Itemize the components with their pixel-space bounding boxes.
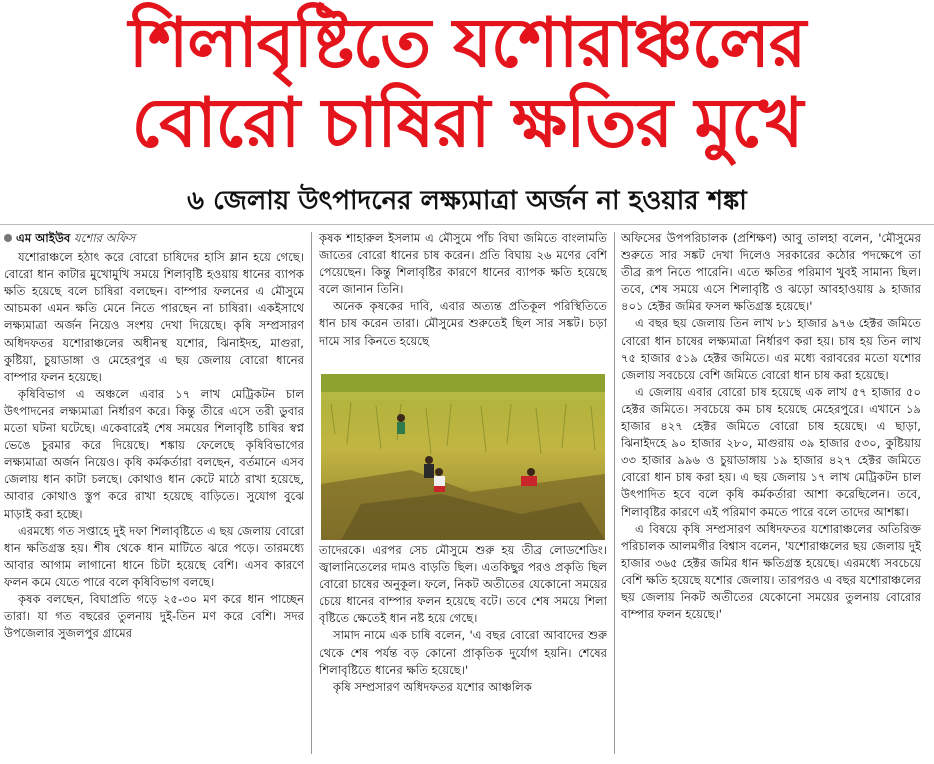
farmer-figure bbox=[397, 414, 405, 434]
header-rule bbox=[0, 224, 934, 225]
paragraph: এরমধ্যে গত সপ্তাহে দুই দফা শিলাবৃষ্টিতে এ ছয় জেলায় বোরো ধান ক্ষতিগ্রস্ত হয়। শীষ থেকে ধান মাটিতে ঝরে পড়ে। তারমধ্যে আবার আগাম লাগানো ধানে চিটা হয়েছে বেশি। এসব কারণে ফলন কমে যেতে পারে বলে কৃষিবিভাগ বলছে। bbox=[4, 523, 304, 589]
paragraph: কৃষি সম্প্রসারণ অধিদফতর যশোর আঞ্চলিক bbox=[333, 679, 532, 694]
paddy-field-harvest-photo bbox=[321, 374, 605, 540]
byline-office: যশোর অফিস bbox=[74, 231, 136, 245]
column-2 bbox=[319, 230, 607, 760]
paragraph: যশোরাঞ্চলে হঠাৎ করে বোরো চাষিদের হাসি ম্লান হয়ে গেছে। বোরো ধান কাটার মুখোমুখি সময়ে শিলাবৃষ্টি হওয়ায় ধানের ব্যাপক ক্ষতি হয়েছে বলে চাষিরা বলছেন। বাম্পার ফলনের এ মৌসুমে আচমকা এমন ক্ষতি মেনে নিতে পারছেন না চাষিরা। একইসাথে লক্ষ্যমাত্রা অর্জন নিয়েও সংশয় দেখা দিয়েছে। কৃষি সম্প্রসারণ অধিদফতর যশোরাঞ্চলের অধীনস্থ যশোর, ঝিনাইদহ, মাগুরা, কুষ্টিয়া, চুয়াডাঙ্গা ও মেহেরপুর এ ছয় জেলায় বোরো ধানের বাম্পার ফলন হয়েছে। bbox=[4, 250, 304, 384]
byline-bullet-icon bbox=[4, 234, 12, 242]
farmer-figure bbox=[424, 456, 434, 478]
paragraph: অফিসের উপপরিচালক (প্রশিক্ষণ) আবু তালহা বলেন, 'মৌসুমের শুরুতে সার সঙ্কট দেখা দিলেও সরকারের কঠোর পদক্ষেপে তা তীব্র রূপ নিতে পারেনি। এতে ক্ষতির পরিমাণ খুবই সামান্য ছিল। তবে, শেষ সময়ে এসে শিলাবৃষ্টি ও ঝড়ো আবহাওয়ায় ৯ হাজার ৪০১ হেক্টর জমির ফসল ক্ষতিগ্রস্ত হয়েছে।' bbox=[621, 231, 921, 314]
column-1 bbox=[4, 230, 304, 760]
column-divider bbox=[311, 232, 312, 754]
column-divider bbox=[614, 232, 615, 754]
paddy-field-illustration bbox=[321, 374, 605, 540]
byline bbox=[4, 230, 304, 247]
paragraph: এ বিষয়ে কৃষি সম্প্রসারণ অধিদফতর যশোরাঞ্চলের অতিরিক্ত পরিচালক আলমগীর বিশ্বাস বলেন, 'যশোরাঞ্চলের ছয় জেলায় দুই হাজার ৩৬৫ হেক্টর জমির ধান ক্ষতিগ্রস্ত হয়েছে। এরমধ্যে সবচেয়ে বেশি ক্ষতি হয়েছে যশোর জেলায়। তারপরও এ বছর যশোরাঞ্চলের ছয় জেলায় নিকট অতীতের যেকোনো সময়ের তুলনায় বোরোর বাম্পার ফলন হয়েছে।' bbox=[621, 521, 921, 622]
paragraph: কৃষক বলছেন, বিঘাপ্রতি গড়ে ২৫-৩০ মণ করে ধান পাচ্ছেন তারা। যা গত বছরের তুলনায় দুই-তিন মণ করে বেশি। সদর উপজেলার সুজলপুর গ্রামের bbox=[4, 591, 304, 641]
paragraph: অনেক কৃষকের দাবি, এবার অত্যন্ত প্রতিকূল পরিস্থিতিতে ধান চাষ করেন তারা। মৌসুমের শুরুতেই ছিল সার সঙ্কট। চড়া দামে সার কিনতে হয়েছে bbox=[319, 299, 607, 348]
byline-name: এম আইউব bbox=[16, 231, 71, 245]
column-3 bbox=[621, 230, 921, 760]
paragraph: এ বছর ছয় জেলায় তিন লাখ ৮১ হাজার ৯৭৬ হেক্টর জমিতে বোরো ধান চাষের লক্ষ্যমাত্রা নির্ধারণ করা হয়। চাষ হয় তিন লাখ ৭৫ হাজার ৫১৯ হেক্টর জমিতে। এর মধ্যে বরাবরের মতো যশোর জেলায় সবচেয়ে বেশি জমিতে বোরো ধান চাষ করা হয়েছে। bbox=[621, 316, 921, 382]
headline-line-2: বোরো চাষিরা ক্ষতির মুখে bbox=[131, 84, 803, 163]
headline-line-1: শিলাবৃষ্টিতে যশোরাঞ্চলের bbox=[128, 4, 806, 83]
column-2-bottom bbox=[319, 542, 607, 696]
paragraph: সামাদ নামে এক চাষি বলেন, 'এ বছর বোরো আবাদের শুরু থেকে শেষ পর্যন্ত বড় কোনো প্রাকৃতিক দুর্যোগ হয়নি। শেষের শিলাবৃষ্টিতে ধানের ক্ষতি হয়েছে।' bbox=[319, 628, 607, 677]
paragraph: কৃষিবিভাগ এ অঞ্চলে এবার ১৭ লাখ মেট্রিকটন চাল উৎপাদনের লক্ষ্যমাত্রা নির্ধারণ করে। কিন্তু তীরে এসে তরী ডুবার মতো ঘটনা ঘটেছে। একেবারেই শেষ সময়ের শিলাবৃষ্টি চাষির স্বপ্ন ভেঙে চুরমার করে দিয়েছে। শঙ্কায় ফেলেছে কৃষিবিভাগের লক্ষ্যমাত্রা অর্জন নিয়েও। কৃষি কর্মকর্তারা বলছেন, বর্তমানে এসব জেলায় ধান কাটা চলছে। কোথাও ধান কেটে মাঠে রাখা হয়েছে, আবার কোথাও স্তুপ করে রাখা হয়েছে বাড়িতে। সুযোগ বুঝে মাড়াই করা হচ্ছে। bbox=[4, 386, 304, 521]
paragraph: কৃষক শাহারুল ইসলাম এ মৌসুমে পাঁচ বিঘা জমিতে বাংলামতি জাতের বোরো ধানের চাষ করেন। প্রতি বিঘায় ২৬ মণের বেশি পেয়েছেন। কিন্তু শিলাবৃষ্টির কারণে ধানের ব্যাপক ক্ষতি হয়েছে বলে জানান তিনি। bbox=[319, 231, 607, 297]
paragraph: তাদেরকে। এরপর সেচ মৌসুমে শুরু হয় তীব্র লোডশেডিং। জ্বালানিতেলের দামও বাড়তি ছিল। এতকিছুর পরও প্রকৃতি ছিল বোরো চাষের অনুকূল। ফলে, নিকট অতীতের যেকোনো সময়ের চেয়ে ধানের বাম্পার ফলন হয়েছে বটে। তবে শেষ সময়ে শিলা বৃষ্টিতে ক্ষেতেই ধান নষ্ট হয়ে গেছে। bbox=[319, 543, 607, 626]
subheadline: ৬ জেলায় উৎপাদনের লক্ষ্যমাত্রা অর্জন না হওয়ার শঙ্কা bbox=[187, 186, 747, 216]
paragraph: এ জেলায় এবার বোরো চাষ হয়েছে এক লাখ ৫৭ হাজার ৫০ হেক্টর জমিতে। সবচেয়ে কম চাষ হয়েছে মেহেরপুরে। এখানে ১৯ হাজার ৪২৭ হেক্টর জমিতে বোরো চাষ হয়েছে। এ ছাড়া, ঝিনাইদহে ৯০ হাজার ২৮০, মাগুরায় ৩৯ হাজার ৫৩০, কুষ্টিয়ায় ৩৩ হাজার ৯৯৬ ও চুয়াডাঙ্গায় ১৯ হাজার ৪২৭ হেক্টর জমিতে বোরো ধান চাষ করা হয়। এ ছয় জেলায় ১৭ লাখ মেট্রিকটন চাল উৎপাদিত হবে বলে কৃষি কর্মকর্তারা আশা করেছিলেন। তবে, শিলাবৃষ্টির কারণে এই পরিমাণ কমতে পারে বলে তাদের আশঙ্কা। bbox=[621, 384, 921, 519]
headline bbox=[0, 4, 934, 164]
column-2-top bbox=[319, 230, 607, 374]
